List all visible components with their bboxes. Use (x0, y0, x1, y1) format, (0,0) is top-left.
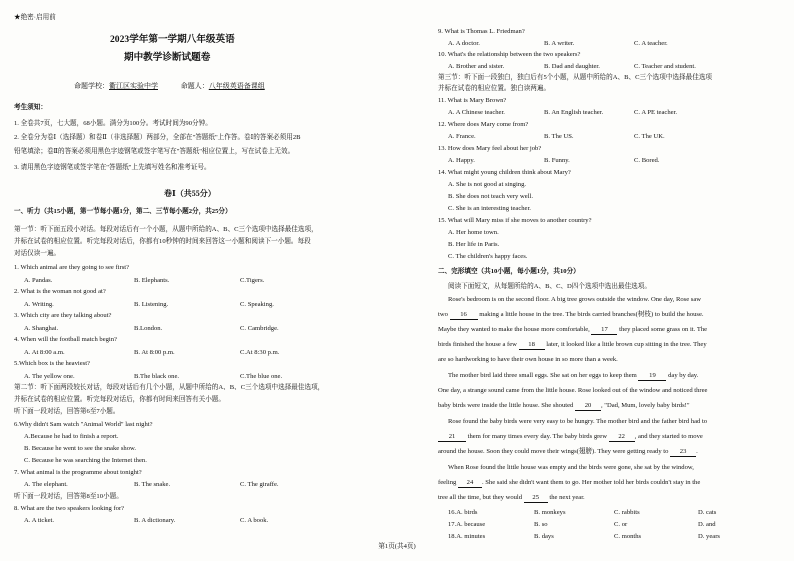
instruction-line: 听下面一段对话，回答第6至7小题。 (14, 408, 120, 415)
instruction-line: 并标在试卷的相应位置。听完每段对话后，你都有时间来回答有关小题。 (14, 396, 225, 403)
cloze-option-b: B. monkeys (534, 509, 566, 516)
question-stem: 4. When will the football match begin? (14, 336, 117, 343)
blank-16: 16 (450, 311, 478, 320)
instruction-line: 第三节：听下面一段独白，独白后有5个小题，从题中所给的A、B、C三个选项中选择最佳选项 (438, 74, 713, 81)
instruction-line: 第二节：听下面两段较长对话，每段对话后有几个小题，从题中所给的A、B、C三个选项中选择最佳选项， (14, 384, 325, 391)
volume-title: 卷Ⅰ（共55分） (164, 189, 216, 198)
option-a: A. Shanghai. (24, 325, 59, 332)
cloze-option-b: B. so (534, 521, 548, 528)
header-author-line: 命题学校：衢江区实验中学 命题人：八年级英语备课组 (74, 82, 289, 90)
passage-line: The mother bird laid three small eggs. She sat on her eggs to keep them 19 day by day. (448, 372, 699, 379)
option-c: C. A PE teacher. (634, 109, 678, 116)
notice-heading: 考生须知： (14, 104, 47, 111)
question-stem: 2. What is the woman not good at? (14, 288, 106, 295)
question-stem: 7. What animal is the programme about tonight? (14, 469, 142, 476)
option-a: A. Happy. (448, 157, 475, 164)
option-b: B. The snake. (134, 481, 171, 488)
option-c: C. The children's happy faces. (448, 253, 528, 260)
question-stem: 6.Why didn't Sam watch "Animal World" last night? (14, 421, 153, 428)
cloze-option-a: 18.A. minutes (448, 533, 486, 540)
exam-title: 2023学年第一学期八年级英语 (110, 34, 235, 45)
cloze-option-d: D. cats (698, 509, 717, 516)
option-c: C. The UK. (634, 133, 665, 140)
passage-line: feeling 24 . She said she didn't want them to go. Her mother told her birds couldn't stay in the (438, 479, 701, 486)
option-b: B.London. (134, 325, 163, 332)
option-c: C.At 8:30 p.m. (240, 349, 280, 356)
school-name: 衢江区实验中学 (109, 82, 158, 90)
option-c: C. Cambridge. (240, 325, 279, 332)
option-b: B. Funny. (544, 157, 570, 164)
option-b: B. Dad and daughter. (544, 63, 600, 70)
notice-item: 1. 全卷共7页，七大题，68小题。满分为100分。考试时间为90分钟。 (14, 120, 212, 127)
option-c: C. Teacher and student. (634, 63, 696, 70)
option-c: C. A teacher. (634, 40, 668, 47)
instruction-line: 第一节：听下面五段小对话。每段对话后有一个小题，从题中所给的A、B、C三个选项中选择最佳选项， (14, 226, 318, 233)
option-b: B. A writer. (544, 40, 575, 47)
option-c: C. A book. (240, 517, 269, 524)
blank-23: 23 (670, 448, 696, 457)
question-stem: 13. How does Mary feel about her job? (438, 145, 542, 152)
blank-25: 25 (524, 494, 548, 503)
option-b: B. Elephants. (134, 277, 170, 284)
blank-24: 24 (458, 479, 482, 488)
cloze-option-d: D. years (698, 533, 720, 540)
option-b: B. The US. (544, 133, 574, 140)
blank-18: 18 (519, 341, 545, 350)
cloze-option-c: C. months (614, 533, 642, 540)
cloze-option-c: C. rabbits (614, 509, 640, 516)
option-b: B.The black one. (134, 373, 180, 380)
option-a: A. Writing. (24, 301, 54, 308)
option-b: B. At 8:00 p.m. (134, 349, 175, 356)
option-a: A. A ticket. (24, 517, 55, 524)
blank-20: 20 (575, 402, 601, 411)
instruction-line: 听下面一段对话，回答第8至10小题。 (14, 493, 123, 500)
option-a: A. Her home town. (448, 229, 499, 236)
option-a: A. France. (448, 133, 476, 140)
passage-line: around the house. Soon they could move their wings(翅膀). They were getting ready to 23 . (438, 448, 698, 455)
passage-line: are so hardworking to have their own house in so more than a week. (438, 356, 618, 363)
secret-mark: ★绝密·启用前 (14, 14, 56, 21)
listening-heading: 一、听力（共15小题，第一节每小题1分，第二、三节每小题2分，共25分） (14, 208, 232, 215)
question-stem: 15. What will Mary miss if she moves to another country? (438, 217, 592, 224)
option-a: A. The yellow one. (24, 373, 75, 380)
question-stem: 5.Which box is the heaviest? (14, 360, 90, 367)
option-a: A. At 8:00 a.m. (24, 349, 65, 356)
question-stem: 1. Which animal are they going to see first? (14, 264, 130, 271)
question-stem: 10. What's the relationship between the two speakers? (438, 51, 581, 58)
option-c: C. The giraffe. (240, 481, 279, 488)
passage-line: Maybe they wanted to make the house more comfortable, 17 they placed some grass on it. The (438, 326, 708, 333)
option-a: A. The elephant. (24, 481, 68, 488)
question-stem: 12. Where does Mary come from? (438, 121, 529, 128)
option-b: B. Because he went to see the snake show. (24, 445, 136, 452)
passage-line: When Rose found the little house was empty and the birds were gone, she sat by the window, (448, 464, 694, 471)
notice-item: 3. 请用黑色字迹钢笔或签字笔在"答题纸"上先填写姓名和准考证号。 (14, 164, 211, 171)
passage-line: Rose found the baby birds were very easy to be hungry. The mother bird and the father bird had to (448, 418, 708, 425)
option-b: B. Her life in Paris. (448, 241, 500, 248)
option-a: A. A Chinese teacher. (448, 109, 505, 116)
passage-line: Rose's bedroom is on the second floor. A big tree grows outside the window. One day, Rose saw (448, 296, 702, 303)
blank-19: 19 (638, 372, 666, 381)
question-stem: 8. What are the two speakers looking for? (14, 505, 125, 512)
notice-item: 铅笔填涂；卷Ⅱ的答案必须用黑色字迹钢笔或签字笔写在"答题纸"相应位置上，写在试卷上无效。 (14, 148, 295, 155)
cloze-option-d: D. and (698, 521, 716, 528)
option-c: C. Bored. (634, 157, 660, 164)
option-b: B. An English teacher. (544, 109, 604, 116)
option-b: B. A dictionary. (134, 517, 176, 524)
option-a: A. Brother and sister. (448, 63, 505, 70)
option-a: A.Because he had to finish a report. (24, 433, 119, 440)
exam-subtitle: 期中教学诊断试题卷 (124, 52, 211, 63)
option-a: A. Pandas. (24, 277, 53, 284)
instruction-line: 并标在试卷的相应位置。听完每段对话后，你都有10秒钟的时间来回答这一小题和阅读下一小题。每段 (14, 238, 311, 245)
passage-line: One day, a strange sound came from the little house. Rose looked out of the window and noticed three (438, 387, 708, 394)
question-stem: 3. Which city are they talking about? (14, 312, 112, 319)
option-c: C. Because he was searching the Internet then. (24, 457, 147, 464)
cloze-option-a: 17.A. because (448, 521, 486, 528)
passage-line: two 16 making a little house in the tree. The birds carried branches(树枝) to build the house. (438, 311, 704, 318)
cloze-option-c: C. or (614, 521, 628, 528)
cloze-option-b: B. days (534, 533, 554, 540)
cloze-heading: 二、完形填空（共10小题，每小题1分，共10分） (438, 268, 580, 275)
option-a: A. A doctor. (448, 40, 480, 47)
notice-item: 2. 全卷分为卷Ⅰ（选择题）和卷Ⅱ（非选择题）两部分，全部在"答题纸"上作答。卷Ⅰ的答案必须用2B (14, 134, 301, 141)
passage-line: tree all the time, but they would 25 the next year. (438, 494, 585, 501)
option-a: A. She is not good at singing. (448, 181, 527, 188)
page-number: 第1页(共4页) (378, 543, 416, 550)
passage-line: birds finished the house a few 18 later, it looked like a little brown cup sitting in the tree. They (438, 341, 707, 348)
passage-line: baby birds were inside the little house. She shouted 20 , "Dad, Mum, lovely baby birds!" (438, 402, 690, 409)
option-c: C.The blue one. (240, 373, 283, 380)
blank-17: 17 (591, 326, 617, 335)
option-c: C.Tigers. (240, 277, 265, 284)
cloze-option-a: 16.A. birds (448, 509, 478, 516)
option-c: C. She is an interesting teacher. (448, 205, 531, 212)
question-stem: 9. What is Thomas L. Friedman? (438, 28, 525, 35)
question-stem: 14. What might young children think about Mary? (438, 169, 571, 176)
blank-21: 21 (438, 433, 466, 442)
cloze-instruction: 阅读下面短文，从每题所给的A、B、C、D四个选项中选出最佳选项。 (448, 283, 651, 290)
option-c: C. Speaking. (240, 301, 274, 308)
instruction-line: 并标在试卷的相应位置。独白读两遍。 (438, 85, 551, 92)
passage-line: 21 them for many times every day. The baby birds grew 22 , and they started to move (438, 433, 703, 442)
blank-22: 22 (609, 433, 635, 442)
question-stem: 11. What is Mary Brown? (438, 97, 507, 104)
option-b: B. Listening. (134, 301, 169, 308)
author-name: 八年级英语备课组 (208, 82, 265, 90)
instruction-line: 对话仅读一遍。 (14, 250, 61, 257)
option-b: B. She does not teach very well. (448, 193, 533, 200)
